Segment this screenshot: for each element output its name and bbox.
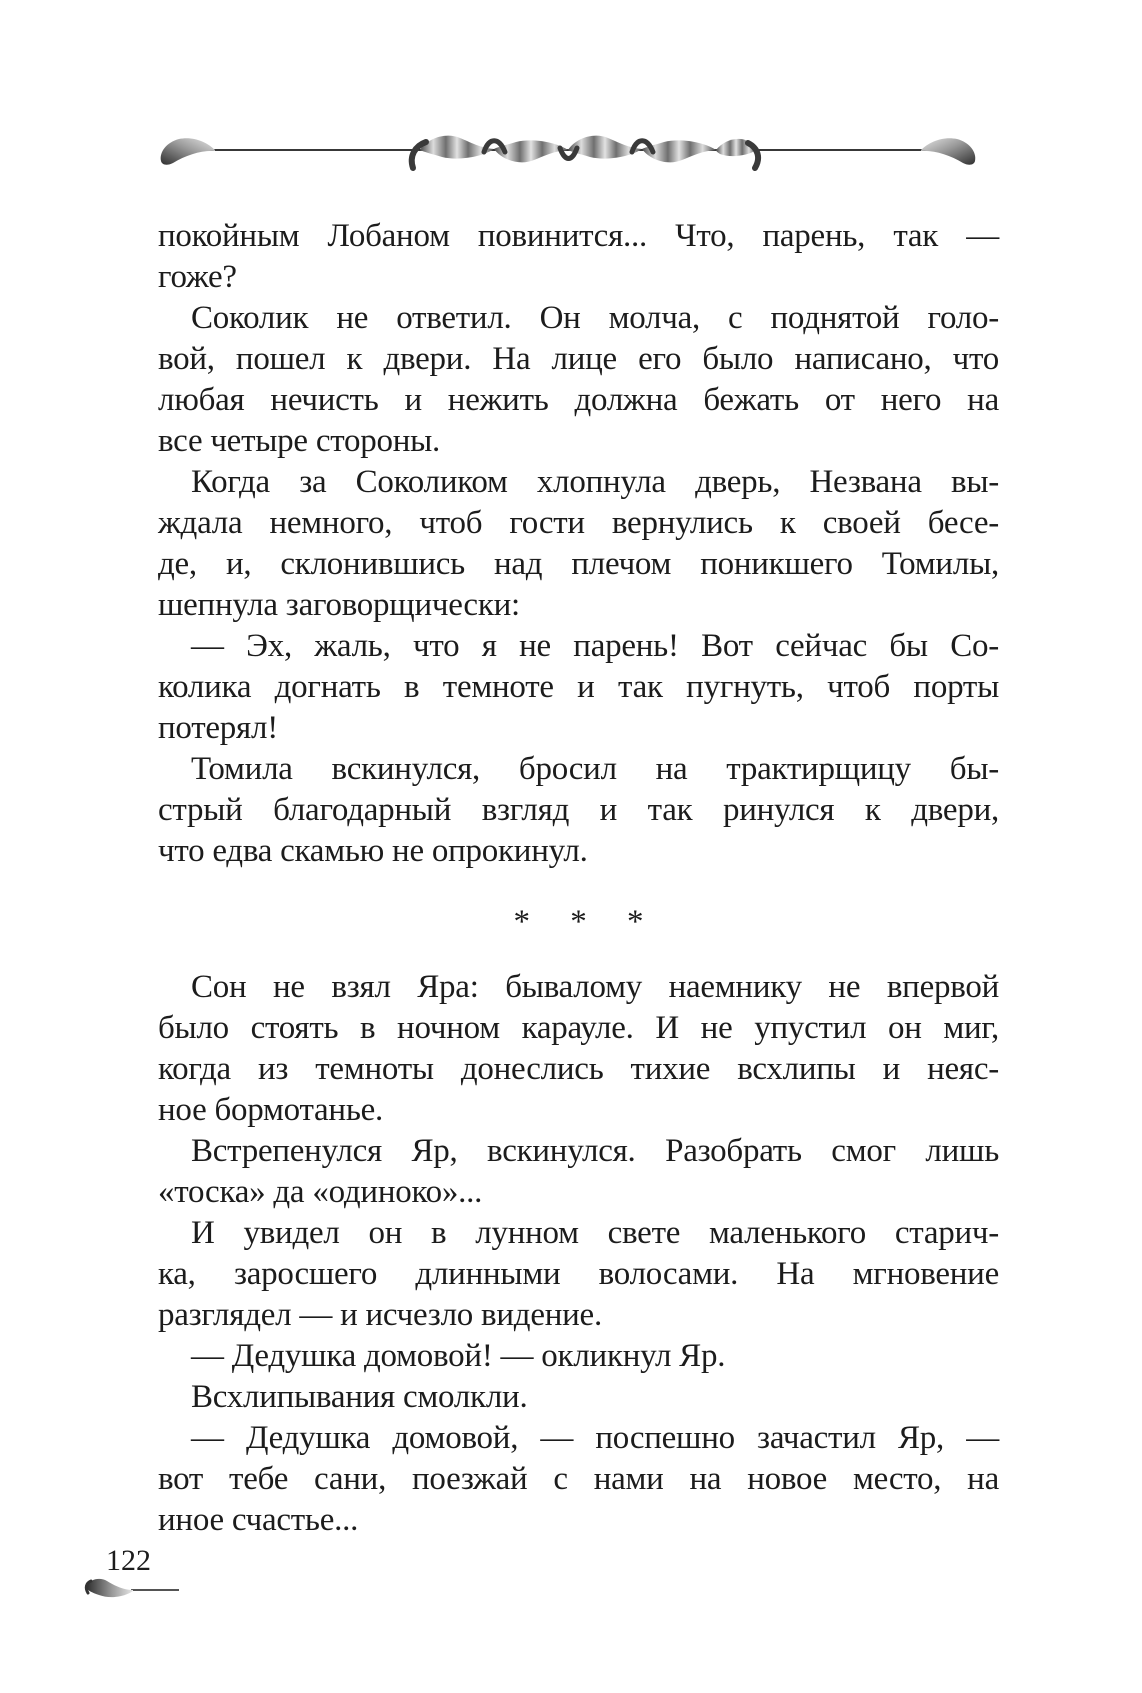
paragraph bbox=[158, 462, 999, 626]
text-line: Сон не взял Яра: бывалому наемнику не впервой bbox=[191, 969, 999, 1005]
text-line: когда из темноты донеслись тихие всхлипы и неяс- bbox=[158, 1051, 999, 1087]
paragraph bbox=[158, 1377, 999, 1418]
text-line: ка, заросшего длинными волосами. На мгновение bbox=[158, 1256, 999, 1292]
text-line: колика догнать в темноте и так пугнуть, чтоб порты bbox=[158, 669, 999, 705]
paragraph bbox=[158, 749, 999, 872]
text-line: ное бормотанье. bbox=[158, 1092, 384, 1128]
text-line: разглядел — и исчезло видение. bbox=[158, 1297, 602, 1333]
text-line: что едва скамью не опрокинул. bbox=[158, 833, 588, 869]
text-line: вой, пошел к двери. На лице его было написано, что bbox=[158, 341, 999, 377]
text-line: — Дедушка домовой! — окликнул Яр. bbox=[191, 1338, 726, 1374]
paragraph bbox=[158, 1336, 999, 1377]
text-line: потерял! bbox=[158, 710, 278, 746]
text-line: Соколик не ответил. Он молча, с поднятой голо- bbox=[191, 300, 999, 336]
paragraph bbox=[158, 1418, 999, 1541]
paragraph bbox=[158, 298, 999, 462]
text-line: ждала немного, чтоб гости вернулись к своей бесе- bbox=[158, 505, 999, 541]
text-line: покойным Лобаном повинится... Что, парень, так — bbox=[158, 218, 999, 254]
footer-flourish-ornament bbox=[84, 1576, 179, 1604]
text-line: гоже? bbox=[158, 259, 237, 295]
text-line: — Эх, жаль, что я не парень! Вот сейчас бы Со- bbox=[191, 628, 999, 664]
footer-leaf-icon bbox=[87, 1579, 133, 1597]
paragraph bbox=[158, 626, 999, 749]
text-line: иное счастье... bbox=[158, 1502, 359, 1538]
text-line: все четыре стороны. bbox=[158, 423, 441, 459]
text-block bbox=[158, 216, 999, 1541]
paragraph bbox=[158, 1213, 999, 1336]
section-separator: * * * bbox=[513, 904, 660, 940]
text-line: Встрепенулся Яр, вскинулся. Разобрать смог лишь bbox=[191, 1133, 999, 1169]
left-leaf-icon bbox=[161, 138, 215, 165]
text-line: Всхлипывания смолкли. bbox=[191, 1379, 528, 1415]
paragraph bbox=[158, 1131, 999, 1213]
text-line: вот тебе сани, поезжай с нами на новое место, на bbox=[158, 1461, 999, 1497]
text-line: И увидел он в лунном свете маленького старич- bbox=[191, 1215, 999, 1251]
text-line: было стоять в ночном карауле. И не упустил он миг, bbox=[158, 1010, 999, 1046]
text-line: шепнула заговорщически: bbox=[158, 587, 520, 623]
right-leaf-icon bbox=[921, 138, 975, 165]
text-line: стрый благодарный взгляд и так ринулся к двери, bbox=[158, 792, 999, 828]
page-number: 122 bbox=[106, 1544, 151, 1577]
text-line: «тоска» да «одиноко»... bbox=[158, 1174, 483, 1210]
text-line: де, и, склонившись над плечом поникшего Томилы, bbox=[158, 546, 999, 582]
text-line: любая нечисть и нежить должна бежать от него на bbox=[158, 382, 999, 418]
text-line: Томила вскинулся, бросил на трактирщицу бы- bbox=[191, 751, 999, 787]
text-line: — Дедушка домовой, — поспешно зачастил Яр, — bbox=[191, 1420, 999, 1456]
center-scrollwork-icon bbox=[412, 136, 758, 168]
paragraph bbox=[158, 216, 999, 298]
text-line: Когда за Соколиком хлопнула дверь, Незвана вы- bbox=[191, 464, 999, 500]
paragraph bbox=[158, 967, 999, 1131]
header-flourish-ornament bbox=[158, 130, 978, 172]
